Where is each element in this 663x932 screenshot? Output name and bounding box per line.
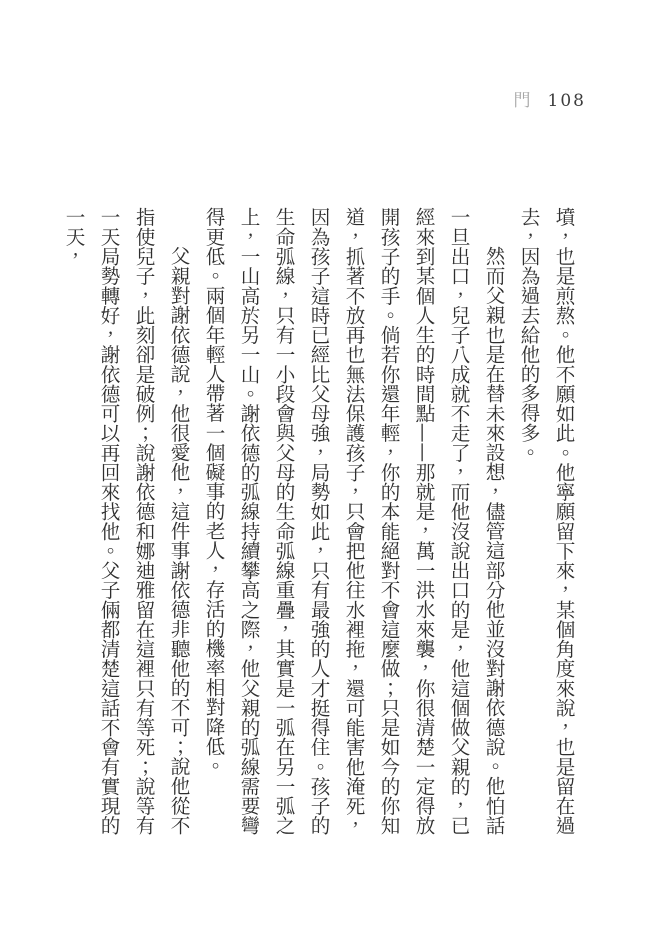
page-number: 108	[547, 91, 586, 111]
paragraph: 然而父親也是在替未來設想，儘管這部分他並沒對謝依德說。他怕話一旦出口，兒子八成就不走了，而他沒說出口的是，他這個做父親的，已經來到某個人生的時間點——那就是，萬一洪水來襲，你很清楚一定得放開孩子的手。倘若你還年輕，你的本能絕對不會這麼做；只是如今的你知道，抓著不放再也無法保護孩子，只會把他往水裡拖，還可能害他淹死，因為孩子這時已經比父母強，局勢如此，只有最強的人才挺得住。孩子的生命弧線，只有一小段會與父母的生命弧線重疊，其實是一弧在另一弧之上，一山高於另一山。謝依德的弧線持續攀高之際，他父親的弧線需要彎得更低。兩個年輕人帶著一個礙事的老人，存活的機率相對降低。	[202, 207, 505, 835]
page-header	[514, 86, 586, 111]
chapter-title: 門	[513, 91, 532, 111]
paragraph: 墳，也是煎熬。他不願如此。他寧願留下來，某個角度來說，也是留在過去，因為過去給他的多得多。	[517, 207, 575, 835]
body-text	[56, 207, 581, 835]
paragraph: 父親對謝依德說，他很愛他，這件事謝依德非聽他的不可；說他從不指使兒子，此刻卻是破例；說謝依德和娜迪雅留在這裡只有等死；說等有一天局勢轉好，謝依德可以再回來找他。父子倆都清楚這話不會有實現的一天，	[62, 207, 190, 835]
